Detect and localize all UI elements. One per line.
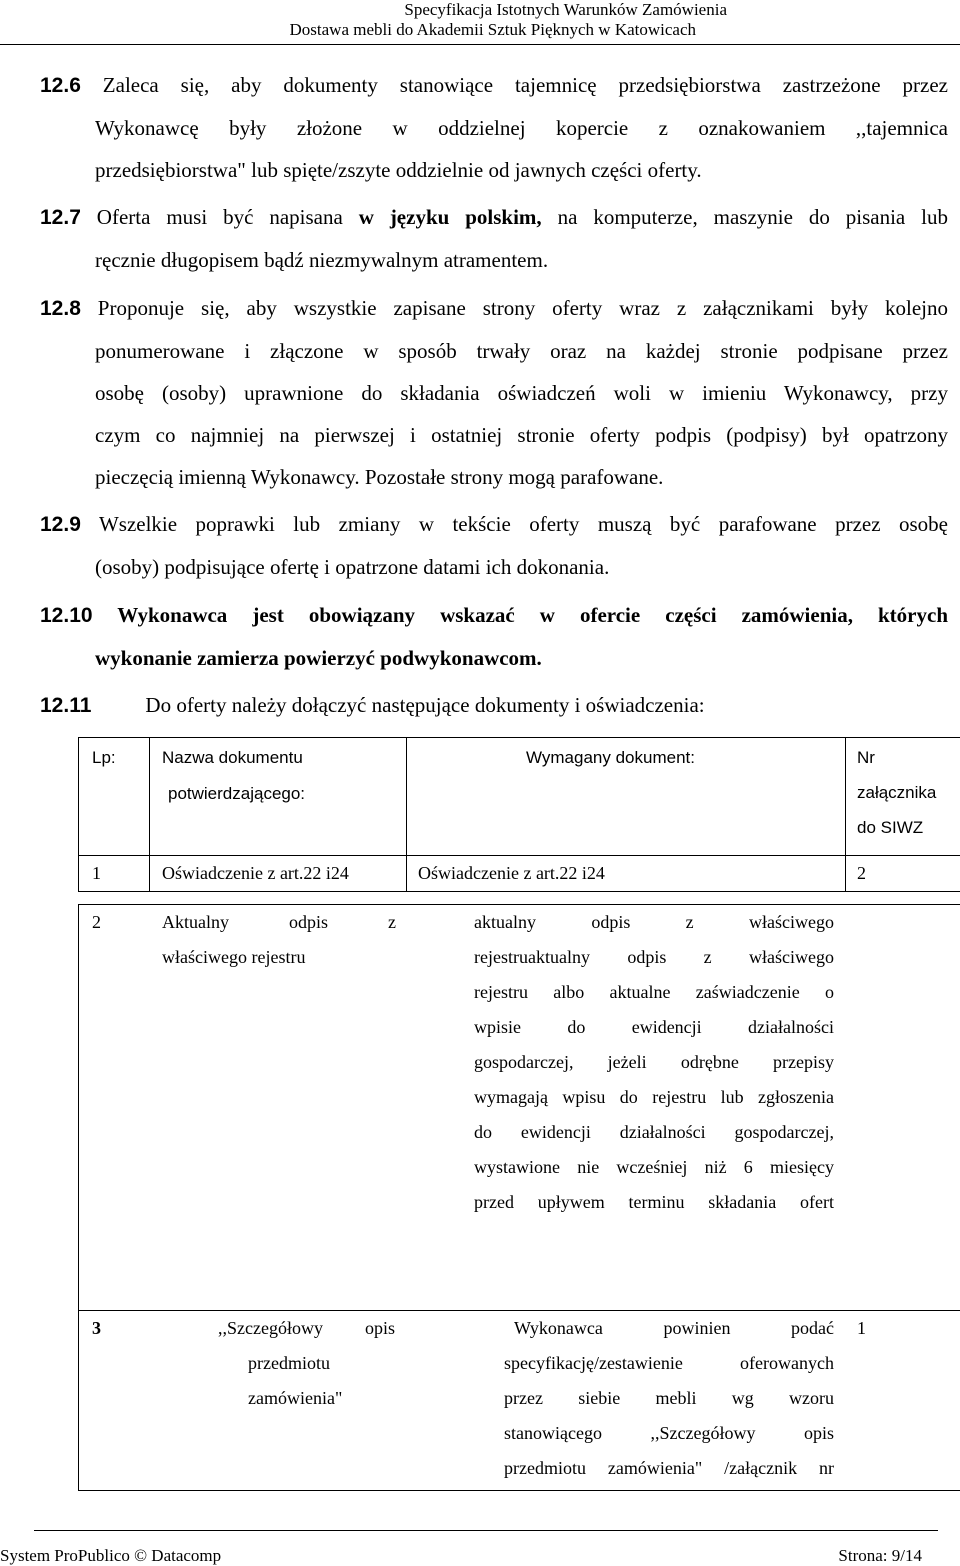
row3-required: przez siebie mebli wg wzoru <box>504 1388 834 1408</box>
row3-lp: 3 <box>92 1318 101 1338</box>
section-number: 12.10 <box>40 604 93 627</box>
emphasis-text: w języku polskim, <box>358 205 542 229</box>
section-text: Proponuje się, aby wszystkie zapisane strony oferty wraz z załącznikami były kolejno <box>97 296 949 320</box>
table-border <box>78 1490 960 1491</box>
section-text: ręcznie długopisem bądź niezmywalnym atramentem. <box>95 248 549 272</box>
section-text: ponumerowane i złączone w sposób trwały oraz na każdej stronie podpisane przez <box>95 339 948 363</box>
section-text: przedsiębiorstwa" lub spięte/zszyte oddzielnie od jawnych części oferty. <box>95 158 702 182</box>
section-number: 12.7 <box>40 206 81 229</box>
section-text: Do oferty należy dołączyć następujące dokumenty i oświadczenia: <box>145 693 705 717</box>
table-border <box>149 737 150 891</box>
page-header <box>0 0 960 44</box>
section-12-7 <box>40 196 948 281</box>
section-12-9 <box>40 503 948 588</box>
header-attachment-nr-2: załącznika <box>857 783 937 802</box>
header-required-document: Wymagany dokument: <box>526 748 695 767</box>
row3-nr: 1 <box>857 1318 866 1338</box>
section-text: czym co najmniej na pierwszej i ostatniej stronie oferty podpis (podpisy) był opatrzony <box>95 423 948 447</box>
row3-required: przedmiotu zamówienia" /załącznik nr <box>504 1458 834 1478</box>
row2-required: przed upływem terminu składania ofert <box>474 1192 834 1212</box>
table-border <box>78 904 79 1490</box>
header-document-name: Nazwa dokumentu <box>162 748 303 767</box>
section-number: 12.8 <box>40 297 81 320</box>
row1-nr: 2 <box>857 863 866 883</box>
row3-required: specyfikację/zestawienie oferowanych <box>504 1353 834 1373</box>
row3-required: stanowiącego ,,Szczegółowy opis <box>504 1423 834 1443</box>
row2-lp: 2 <box>92 912 101 932</box>
row1-required: Oświadczenie z art.22 i24 <box>418 863 605 883</box>
table-border <box>845 737 846 891</box>
row2-name: właściwego rejestru <box>162 947 306 967</box>
section-text: Wykonawcę były złożone w oddzielnej kopercie z oznakowaniem ,,tajemnica <box>95 116 948 140</box>
footer-publisher: System ProPublico © Datacomp <box>0 1546 222 1565</box>
header-document-name-2: potwierdzającego: <box>168 784 306 803</box>
row3-name: przedmiotu <box>248 1353 330 1373</box>
section-12-10 <box>40 594 948 679</box>
table-border <box>78 737 960 738</box>
section-number: 12.9 <box>40 513 81 536</box>
section-number: 12.11 <box>40 694 92 717</box>
row1-name: Oświadczenie z art.22 i24 <box>162 863 349 883</box>
section-text: na komputerze, maszynie do pisania lub <box>541 205 948 229</box>
section-text: (osoby) podpisujące ofertę i opatrzone datami ich dokonania. <box>95 555 610 579</box>
header-title: Specyfikacja Istotnych Warunków Zamówienia <box>404 0 727 19</box>
table-border <box>78 891 960 892</box>
row2-required: aktualny odpis z właściwego <box>474 912 834 932</box>
row2-required: do ewidencji działalności gospodarczej, <box>474 1122 834 1142</box>
header-attachment-nr-3: do SIWZ <box>857 818 924 837</box>
row2-name: Aktualny odpis z <box>162 912 396 932</box>
section-12-11 <box>40 684 948 727</box>
section-text: Oferta musi być napisana <box>96 205 359 229</box>
section-text: Zaleca się, aby dokumenty stanowiące tajemnicę przedsiębiorstwa zastrzeżone przez <box>102 73 948 97</box>
header-subtitle: Dostawa mebli do Akademii Sztuk Pięknych w Katowicach <box>289 20 696 39</box>
row2-required: wystawione nie wcześniej niż 6 miesięcy <box>474 1157 834 1177</box>
section-text: osobę (osoby) uprawnione do składania oświadczeń woli w imieniu Wykonawcy, przy <box>95 381 948 405</box>
row3-required: Wykonawca powinien podać <box>514 1318 834 1338</box>
table-border <box>406 737 407 891</box>
page-number: Strona: 9/14 <box>838 1546 922 1565</box>
section-text: Wszelkie poprawki lub zmiany w tekście oferty muszą być parafowane przez osobę <box>98 512 948 536</box>
row2-required: rejestruaktualny odpis z właściwego <box>474 947 834 967</box>
row2-required: wymagają wpisu do rejestru lub zgłoszenia <box>474 1087 834 1107</box>
section-12-8 <box>40 287 948 498</box>
section-number: 12.6 <box>40 74 81 97</box>
section-text: wykonanie zamierza powierzyć podwykonawcom. <box>95 646 542 670</box>
section-12-6 <box>40 64 948 191</box>
row3-name: zamówienia" <box>248 1388 343 1408</box>
header-attachment-nr: Nr <box>857 748 875 767</box>
row2-required: wpisie do ewidencji działalności <box>474 1017 834 1037</box>
section-text: pieczęcią imienną Wykonawcy. Pozostałe strony mogą parafowane. <box>95 465 664 489</box>
table-border <box>78 737 79 891</box>
footer-divider <box>34 1530 938 1531</box>
row2-required: gospodarczej, jeżeli odrębne przepisy <box>474 1052 834 1072</box>
header-divider <box>0 44 960 45</box>
section-text: Wykonawca jest obowiązany wskazać w ofercie części zamówienia, których <box>117 603 949 627</box>
header-lp: Lp: <box>92 748 116 767</box>
row1-lp: 1 <box>92 863 101 883</box>
row3-name: ,,Szczegółowy opis <box>218 1318 395 1338</box>
row2-required: rejestru albo aktualne zaświadczenie o <box>474 982 834 1002</box>
